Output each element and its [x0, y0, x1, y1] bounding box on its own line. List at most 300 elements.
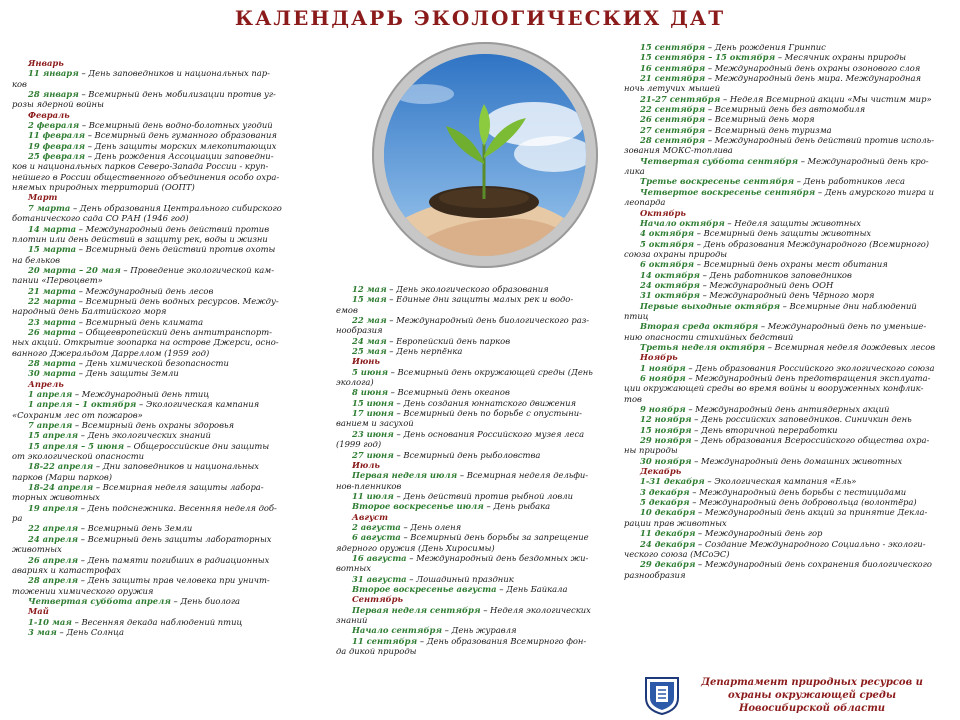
month-heading: Июнь: [352, 356, 380, 367]
calendar-column-3: [624, 42, 954, 580]
entry-description: – Международный день ООН: [699, 279, 834, 290]
department-line-1: Департамент природных ресурсов и: [701, 677, 923, 688]
entry-description: – Общеевропейский день антитранспорт-: [76, 326, 272, 337]
entry-description: – День амурского тигра и: [815, 186, 935, 197]
calendar-entry: [12, 368, 302, 378]
calendar-entry: [624, 42, 954, 52]
calendar-entry: [336, 553, 606, 563]
entry-description: – Всемирный день борьбы за запрещение: [400, 532, 589, 543]
entry-date: 1-10 мая: [28, 616, 72, 627]
entry-description: – Всемирная неделя дождевых лесов: [765, 341, 936, 352]
calendar-entry: [12, 461, 302, 471]
calendar-entry: [12, 286, 302, 296]
calendar-entry: [12, 244, 302, 254]
calendar-entry: [624, 63, 954, 73]
calendar-entry: [12, 151, 302, 161]
calendar-entry: [336, 315, 606, 325]
entry-continuation: ванием и засухой: [336, 418, 414, 429]
entry-continuation: эколога): [336, 377, 374, 388]
entry-continuation: вотных: [336, 563, 371, 574]
entry-date: 12 мая: [352, 284, 387, 294]
entry-description: – Всемирный день климата: [76, 316, 204, 327]
entry-date: 24 апреля: [28, 533, 79, 544]
entry-date: Третье воскресенье сентября: [640, 176, 795, 187]
calendar-entry: [12, 358, 302, 368]
entry-description: – Всемирный день мобилизации против уг-: [78, 89, 276, 100]
entry-continuation: ботанического сада СО РАН (1946 год): [12, 213, 189, 224]
calendar-column-1: [12, 58, 302, 637]
entry-continuation: рации прав животных: [624, 517, 727, 528]
entry-description: – Всемирный день окружающей среды (День: [388, 366, 593, 377]
entry-description: – Общероссийские дни защиты: [124, 440, 270, 451]
entry-date: 29 декабря: [640, 559, 696, 570]
entry-description: – Месячник охраны природы: [775, 52, 907, 63]
entry-continuation: пании «Первоцвет»: [12, 275, 103, 286]
entry-description: – Всемирный день действий против охоты: [76, 244, 276, 255]
entry-date: 11 июля: [352, 490, 394, 501]
calendar-entry: [624, 404, 954, 414]
month-heading: Апрель: [28, 378, 64, 389]
calendar-entry: [624, 259, 954, 269]
entry-date: 15 сентября – 15 октября: [640, 52, 776, 63]
calendar-entry: [624, 290, 954, 300]
entry-description: – Дни заповедников и национальных: [93, 461, 260, 472]
entry-description: – Международный день кро-: [798, 155, 929, 166]
calendar-entry: [624, 280, 954, 290]
entry-continuation: нейшего в России общественного объединения особо охра-: [12, 171, 280, 182]
entry-continuation: тожении химического оружия: [12, 585, 154, 596]
entry-continuation: тов: [624, 393, 642, 404]
calendar-entry: [624, 456, 954, 466]
entry-date: 19 февраля: [28, 140, 86, 151]
entry-continuation: парков (Марш парков): [12, 471, 113, 482]
entry-continuation: ции окружающей среды во время войны и вооруженных конфлик-: [624, 383, 924, 394]
entry-description: – Всемирный день туризма: [705, 124, 832, 135]
entry-date: 24 декабря: [640, 538, 696, 549]
entry-description: – День оленя: [400, 521, 462, 532]
entry-description: – Европейский день парков: [386, 335, 511, 346]
entry-date: Четвертая суббота сентября: [640, 155, 799, 166]
entry-date: 2 февраля: [28, 120, 80, 131]
calendar-entry: [12, 627, 302, 637]
page-title: КАЛЕНДАРЬ ЭКОЛОГИЧЕСКИХ ДАТ: [234, 6, 726, 30]
entry-description: – Неделя Всемирной акции «Мы чистим мир»: [720, 93, 932, 104]
entry-date: Первая неделя сентября: [352, 604, 481, 615]
entry-date: 15 марта: [28, 244, 77, 255]
entry-description: – День рождения Ассоциации заповедни-: [85, 151, 274, 162]
entry-description: – День работников заповедников: [699, 269, 852, 280]
entry-date: 15 апреля: [28, 430, 79, 441]
entry-continuation: ных акций. Открытие зоопарка на острове Джерси, осно-: [12, 337, 279, 348]
entry-continuation: знаний: [336, 615, 368, 625]
calendar-entry: [624, 373, 954, 383]
entry-description: – Экологическая кампания: [136, 399, 260, 410]
entry-continuation: ков: [12, 78, 27, 89]
calendar-entry: [336, 491, 606, 501]
entry-date: 23 июня: [352, 428, 394, 439]
calendar-entry: [624, 187, 954, 197]
calendar-entry: [336, 532, 606, 542]
entry-date: 31 октября: [640, 290, 700, 301]
calendar-entry: [12, 482, 302, 492]
entry-continuation: ны природы: [624, 445, 678, 456]
entry-date: Третья неделя октября: [640, 341, 766, 352]
entry-description: – День журавля: [442, 625, 517, 636]
calendar-entry: [12, 296, 302, 306]
entry-continuation: народный день Балтийского моря: [12, 306, 167, 317]
entry-description: – День химической безопасности: [76, 357, 229, 368]
entry-date: 22 мая: [352, 315, 387, 326]
entry-description: – Всемирный день гуманного образования: [85, 130, 277, 141]
calendar-entry: [624, 52, 954, 62]
entry-description: – День подснежника. Весенняя неделя доб-: [78, 502, 277, 513]
entry-description: – День нерпёнка: [386, 346, 463, 357]
calendar-entry: [624, 218, 954, 228]
entry-description: – День образования Всемирного фон-: [417, 635, 587, 646]
seedling-in-hands-photo: [372, 42, 598, 268]
calendar-entry: [624, 73, 954, 83]
calendar-entry: [12, 534, 302, 544]
entry-date: 11 декабря: [640, 528, 696, 539]
calendar-column-2: [336, 284, 606, 656]
month-heading: Август: [352, 511, 389, 522]
entry-description: – Международный день охраны озонового слоя: [705, 62, 921, 73]
calendar-entry: [624, 94, 954, 104]
entry-date: 11 сентября: [352, 635, 418, 646]
month-heading: Ноябрь: [640, 352, 678, 363]
entry-date: 11 февраля: [28, 130, 86, 141]
entry-date: 5 октября: [640, 238, 695, 249]
entry-date: 17 июня: [352, 408, 394, 419]
entry-continuation: (1999 год): [336, 439, 382, 450]
calendar-entry: [624, 497, 954, 507]
entry-date: 11 января: [28, 68, 79, 79]
entry-continuation: нию опасности стихийных бедствий: [624, 331, 794, 342]
entry-description: – Международный день акций за принятие Декла-: [695, 507, 928, 518]
calendar-entry: [336, 294, 606, 304]
entry-description: – День создания юннатского движения: [393, 397, 577, 408]
entry-description: – День рыбака: [483, 501, 551, 512]
month-heading: Июль: [352, 459, 380, 470]
calendar-entry: [624, 176, 954, 186]
entry-date: 26 апреля: [28, 554, 79, 565]
calendar-entry: [12, 130, 302, 140]
calendar-entry: [336, 501, 606, 511]
entry-continuation: на бельков: [12, 254, 61, 265]
entry-date: 5 декабря: [640, 497, 690, 508]
calendar-entry: [12, 120, 302, 130]
entry-date: 21-27 сентября: [640, 93, 721, 104]
calendar-entry: [336, 625, 606, 635]
entry-description: – День работников леса: [794, 176, 905, 187]
calendar-entry: [12, 265, 302, 275]
calendar-entry: [624, 559, 954, 569]
entry-description: – День защиты Земли: [76, 368, 179, 379]
entry-date: 20 марта – 20 мая: [28, 264, 121, 275]
entry-continuation: ночь летучих мышей: [624, 83, 721, 94]
seedling-illustration: [384, 54, 586, 256]
calendar-entry: [336, 387, 606, 397]
entry-description: – День образования Международного (Всемирного): [694, 238, 930, 249]
entry-continuation: птиц: [624, 310, 649, 321]
entry-description: – День действий против рыбной ловли: [393, 490, 574, 501]
entry-date: 18-22 апреля: [28, 461, 94, 472]
entry-date: 1 апреля – 1 октября: [28, 399, 137, 410]
entry-date: 30 марта: [28, 368, 77, 379]
entry-description: – Международный день гор: [695, 528, 823, 539]
month-heading: Февраль: [28, 109, 70, 120]
calendar-entry: [12, 399, 302, 409]
entry-description: – Всемирный день моря: [705, 114, 815, 125]
entry-description: – День биолога: [170, 595, 241, 606]
calendar-entry: [12, 523, 302, 533]
month-heading: Декабрь: [640, 466, 682, 477]
entry-date: 6 октября: [640, 259, 695, 270]
entry-description: – Международный день биологического раз-: [386, 315, 590, 326]
entry-continuation: от экологической опасности: [12, 451, 145, 462]
entry-date: 19 апреля: [28, 502, 79, 513]
entry-description: – Международный день борьбы с пестицидами: [689, 486, 907, 497]
calendar-entry: [336, 636, 606, 646]
entry-continuation: ядерного оружия (День Хиросимы): [336, 542, 495, 553]
calendar-entry: [624, 487, 954, 497]
entry-date: 15 мая: [352, 294, 387, 305]
entry-description: – Всемирный день водных ресурсов. Между-: [76, 295, 279, 306]
entry-continuation: да дикой природы: [336, 646, 417, 657]
entry-description: – День рождения Гринпис: [705, 42, 826, 52]
entry-description: – Международный день действий против исполь-: [705, 135, 935, 146]
entry-description: – Международный день Чёрного моря: [699, 290, 875, 301]
calendar-entry: [624, 528, 954, 538]
entry-continuation: ческого союза (МСоЭС): [624, 548, 730, 559]
entry-description: – Всемирный день без автомобиля: [705, 104, 866, 115]
entry-date: 26 сентября: [640, 114, 706, 125]
calendar-entry: [624, 228, 954, 238]
calendar-entry: [624, 476, 954, 486]
entry-continuation: леопарда: [624, 197, 666, 208]
calendar-entry: [12, 555, 302, 565]
month-heading: Январь: [28, 58, 64, 68]
department-signature: [692, 676, 932, 715]
calendar-entry: [336, 429, 606, 439]
calendar-entry: [12, 68, 302, 78]
entry-date: 15 сентября: [640, 42, 706, 52]
entry-date: 2 августа: [352, 521, 401, 532]
entry-description: – Всемирные дни наблюдений: [780, 300, 917, 311]
entry-description: – День основания Российского музея леса: [393, 428, 585, 439]
department-line-3: Новосибирской области: [738, 703, 886, 714]
calendar-entry: [12, 327, 302, 337]
entry-date: 4 октября: [640, 228, 695, 239]
entry-date: 10 декабря: [640, 507, 696, 518]
entry-description: – День экологических знаний: [78, 430, 211, 441]
entry-description: – День защиты морских млекопитающих: [85, 140, 277, 151]
entry-description: – Лошадиный праздник: [406, 573, 514, 584]
entry-date: 15 июня: [352, 397, 394, 408]
entry-date: Второе воскресенье августа: [352, 583, 497, 594]
entry-date: 1 ноября: [640, 362, 686, 373]
entry-date: 8 июня: [352, 387, 388, 398]
entry-date: 16 сентября: [640, 62, 706, 73]
entry-description: – Международный день добровольца (волонтёра): [689, 497, 917, 508]
entry-continuation: авариях и катастрофах: [12, 564, 121, 575]
entry-description: – День заповедников и национальных пар-: [78, 68, 270, 79]
entry-date: Четвертая суббота апреля: [28, 595, 171, 606]
entry-description: – Всемирный день Земли: [78, 523, 193, 534]
entry-date: 22 сентября: [640, 104, 706, 115]
entry-date: Начало сентября: [352, 625, 443, 636]
entry-description: – Всемирный день океанов: [388, 387, 510, 398]
calendar-entry: [336, 522, 606, 532]
calendar-entry: [624, 342, 954, 352]
calendar-entry: [12, 224, 302, 234]
entry-date: 12 ноября: [640, 414, 692, 425]
entry-date: 27 июня: [352, 449, 394, 460]
entry-date: 1-31 декабря: [640, 476, 705, 487]
entry-description: – Всемирный день охраны мест обитания: [694, 259, 888, 270]
entry-date: 24 мая: [352, 335, 387, 346]
entry-description: – День экологического образования: [386, 284, 549, 294]
calendar-entry: [624, 156, 954, 166]
entry-date: 16 августа: [352, 552, 407, 563]
month-heading: Сентябрь: [352, 594, 404, 605]
entry-date: 9 ноября: [640, 404, 686, 415]
calendar-entry: [12, 575, 302, 585]
calendar-entry: [624, 301, 954, 311]
calendar-entry: [12, 441, 302, 451]
month-heading: Октябрь: [640, 207, 686, 218]
entry-date: 28 сентября: [640, 135, 706, 146]
entry-date: 7 марта: [28, 202, 71, 213]
calendar-entry: [336, 584, 606, 594]
calendar-entry: [336, 284, 606, 294]
entry-date: 28 апреля: [28, 575, 79, 586]
entry-continuation: ков и национальных парков Северо-Запада России - круп-: [12, 161, 269, 172]
entry-description: – Международный день бездомных жи-: [406, 552, 589, 563]
entry-continuation: союза охраны природы: [624, 248, 728, 259]
entry-date: 28 марта: [28, 357, 77, 368]
entry-date: 23 марта: [28, 316, 77, 327]
entry-date: 28 января: [28, 89, 79, 100]
entry-description: – День Байкала: [496, 583, 568, 594]
entry-description: – Всемирная неделя дельфи-: [457, 470, 589, 481]
entry-date: 15 ноября: [640, 424, 692, 435]
entry-date: 29 ноября: [640, 435, 692, 446]
entry-date: 6 ноября: [640, 373, 686, 383]
entry-description: – Всемирный день по борьбе с опустыни-: [393, 408, 582, 419]
calendar-entry: [12, 617, 302, 627]
calendar-entry: [336, 367, 606, 377]
entry-date: 14 октября: [640, 269, 700, 280]
entry-description: – Всемирный день защиты животных: [694, 228, 872, 239]
calendar-entry: [336, 336, 606, 346]
calendar-entry: [12, 389, 302, 399]
calendar-entry: [336, 450, 606, 460]
entry-description: – Международный день птиц: [72, 389, 210, 399]
calendar-entry: [12, 89, 302, 99]
month-heading: Март: [28, 192, 58, 203]
calendar-entry: [624, 321, 954, 331]
entry-continuation: разнообразия: [624, 569, 686, 580]
calendar-entry: [12, 420, 302, 430]
entry-date: 21 сентября: [640, 73, 706, 84]
entry-continuation: лика: [624, 166, 645, 177]
calendar-entry: [12, 317, 302, 327]
entry-description: – День памяти погибших в радиационных: [78, 554, 270, 565]
entry-description: – Международный день мира. Международная: [705, 73, 922, 84]
department-line-2: охраны окружающей среды: [727, 690, 897, 701]
calendar-entry: [624, 104, 954, 114]
entry-description: – Международный день действий против: [76, 223, 270, 234]
entry-description: – Проведение экологической кам-: [120, 264, 275, 275]
entry-continuation: ванного Джеральдом Дарреллом (1959 год): [12, 347, 210, 358]
calendar-entry: [336, 470, 606, 480]
calendar-entry: [336, 574, 606, 584]
calendar-entry: [624, 425, 954, 435]
entry-description: – Всемирный день защиты лабораторных: [78, 533, 272, 544]
calendar-entry: [624, 135, 954, 145]
entry-description: – Неделя экологических: [480, 604, 591, 615]
calendar-entry: [12, 203, 302, 213]
entry-description: – Международный день предотвращения эксплуата-: [685, 373, 931, 383]
entry-description: – Международный день сохранения биологического: [695, 559, 932, 570]
calendar-entry: [12, 596, 302, 606]
entry-description: – Единые дни защиты малых рек и водо-: [386, 294, 574, 305]
entry-description: – День защиты прав человека при уничт-: [78, 575, 270, 586]
entry-continuation: ра: [12, 513, 23, 524]
calendar-entry: [624, 414, 954, 424]
entry-continuation: «Сохраним лес от пожаров»: [12, 409, 143, 420]
entry-description: – День образования Всероссийского общества охра-: [691, 435, 930, 446]
entry-date: 14 марта: [28, 223, 77, 234]
entry-description: – День российских заповедников. Синичкин день: [691, 414, 912, 425]
entry-date: 30 ноября: [640, 455, 692, 466]
entry-date: 7 апреля: [28, 420, 73, 431]
calendar-entry: [336, 408, 606, 418]
calendar-entry: [336, 605, 606, 615]
entry-description: – Международный день лесов: [76, 285, 214, 296]
calendar-entry: [624, 539, 954, 549]
calendar-entry: [12, 430, 302, 440]
entry-continuation: емов: [336, 304, 358, 315]
entry-date: 5 июня: [352, 366, 388, 377]
calendar-entry: [624, 125, 954, 135]
entry-continuation: нообразия: [336, 325, 383, 336]
calendar-entry: [336, 398, 606, 408]
entry-date: 15 апреля – 5 июня: [28, 440, 125, 451]
entry-date: Четвертое воскресенье сентября: [640, 186, 816, 197]
entry-date: 3 мая: [28, 626, 57, 637]
entry-date: 1 апреля: [28, 389, 73, 399]
entry-date: 27 сентября: [640, 124, 706, 135]
entry-description: – Всемирный день охраны здоровья: [72, 420, 235, 431]
entry-date: 22 апреля: [28, 523, 79, 534]
entry-date: Первая неделя июля: [352, 470, 458, 481]
entry-date: 25 мая: [352, 346, 387, 357]
entry-date: 25 февраля: [28, 151, 86, 162]
month-heading: Май: [28, 606, 49, 617]
calendar-entry: [624, 435, 954, 445]
entry-description: – Международный день домашних животных: [691, 455, 903, 466]
entry-description: – День образования Центрального сибирского: [70, 202, 282, 213]
calendar-entry: [624, 363, 954, 373]
entry-continuation: плотин или день действий в защиту рек, воды и жизни: [12, 233, 268, 244]
entry-description: – День вторичной переработки: [691, 424, 838, 435]
entry-date: 31 августа: [352, 573, 407, 584]
calendar-entry: [624, 239, 954, 249]
entry-description: – Всемирная неделя защиты лабора-: [93, 482, 264, 493]
entry-description: – Всемирный день водно-болотных угодий: [79, 120, 273, 131]
